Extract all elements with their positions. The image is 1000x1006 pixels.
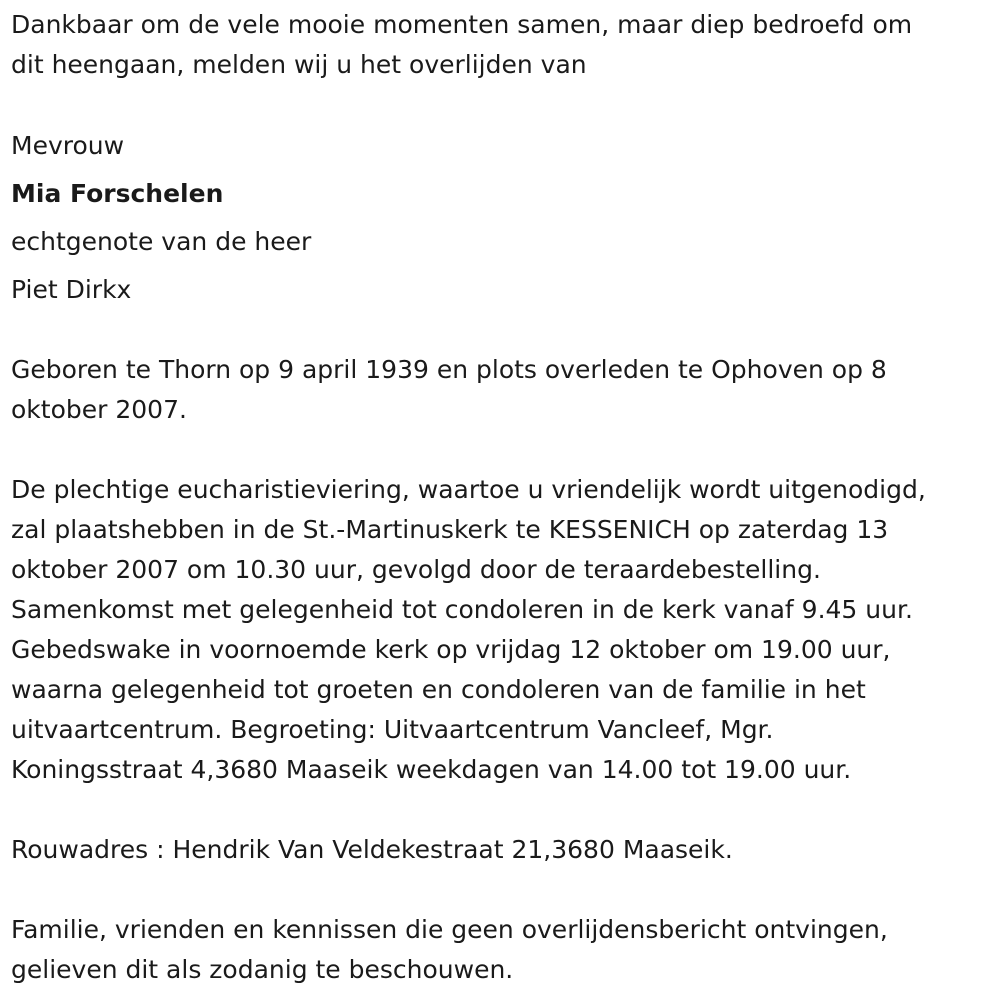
service-line-8: Koningsstraat 4,3680 Maaseik weekdagen van 14.00 tot 19.00 uur. [11, 755, 852, 784]
closing-paragraph [11, 910, 888, 990]
closing-line-2: gelieven dit als zodanig te beschouwen. [11, 955, 514, 984]
intro-line-2: dit heengaan, melden wij u het overlijden van [11, 50, 587, 79]
deceased-title: Mevrouw [11, 131, 125, 160]
birth-line-1: Geboren te Thorn op 9 april 1939 en plots overleden te Ophoven op 8 [11, 355, 887, 384]
deceased-relation: echtgenote van de heer [11, 227, 312, 256]
deceased-spouse: Piet Dirkx [11, 275, 132, 304]
mourning-address: Rouwadres : Hendrik Van Veldekestraat 21,3680 Maaseik. [11, 835, 733, 864]
service-line-5: Gebedswake in voornoemde kerk op vrijdag 12 oktober om 19.00 uur, [11, 635, 891, 664]
intro-paragraph [11, 5, 912, 85]
service-line-4: Samenkomst met gelegenheid tot condoleren in de kerk vanaf 9.45 uur. [11, 595, 913, 624]
service-line-2: zal plaatshebben in de St.-Martinuskerk te KESSENICH op zaterdag 13 [11, 515, 889, 544]
birth-line-2: oktober 2007. [11, 395, 187, 424]
service-line-3: oktober 2007 om 10.30 uur, gevolgd door de teraardebestelling. [11, 555, 821, 584]
service-line-1: De plechtige eucharistieviering, waartoe u vriendelijk wordt uitgenodigd, [11, 475, 926, 504]
closing-line-1: Familie, vrienden en kennissen die geen overlijdensbericht ontvingen, [11, 915, 888, 944]
intro-line-1: Dankbaar om de vele mooie momenten samen, maar diep bedroefd om [11, 10, 913, 39]
service-line-7: uitvaartcentrum. Begroeting: Uitvaartcentrum Vancleef, Mgr. [11, 715, 774, 744]
service-line-6: waarna gelegenheid tot groeten en condoleren van de familie in het [11, 675, 866, 704]
service-paragraph [11, 470, 926, 790]
deceased-name: Mia Forschelen [11, 179, 224, 208]
birth-paragraph [11, 350, 887, 430]
